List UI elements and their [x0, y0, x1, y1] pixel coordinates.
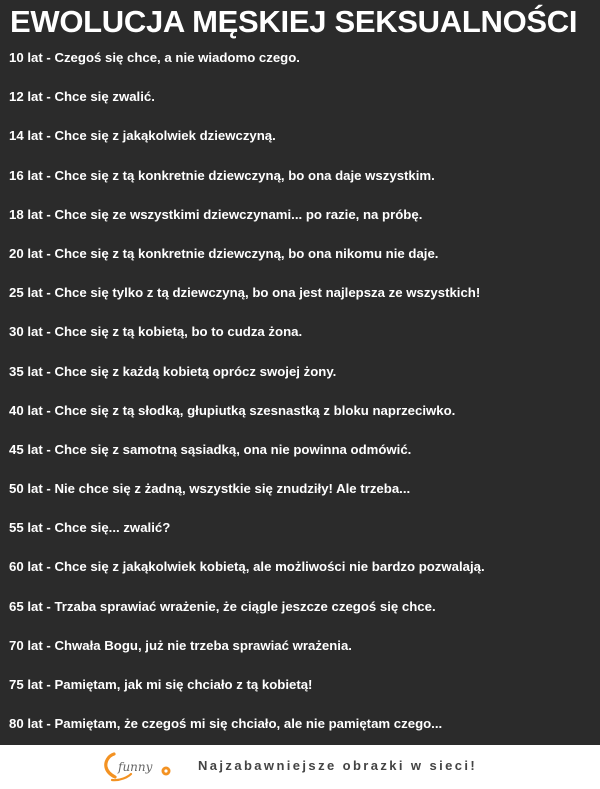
logo-swoosh-icon: [106, 754, 115, 777]
poster-title: EWOLUCJA MĘSKIEJ SEKSUALNOŚCI: [10, 4, 578, 39]
list-item: 18 lat - Chce się ze wszystkimi dziewczynami... po razie, na próbę.: [9, 206, 423, 222]
list-item: 80 lat - Pamiętam, że czegoś mi się chciało, ale nie pamiętam czego...: [9, 716, 443, 732]
logo-wordmark: funny: [118, 760, 153, 774]
list-item: 30 lat - Chce się z tą kobietą, bo to cudza żona.: [9, 324, 303, 340]
list-item: 65 lat - Trzaba sprawiać wrażenie, że ciągle jeszcze czegoś się chce.: [9, 598, 436, 614]
list-item: 10 lat - Czegoś się chce, a nie wiadomo czego.: [9, 50, 300, 65]
list-item: 25 lat - Chce się tylko z tą dziewczyną, bo ona jest najlepsza ze wszystkich!: [9, 285, 481, 301]
list-item: 50 lat - Nie chce się z żadną, wszystkie się znudziły! Ale trzeba...: [9, 481, 411, 497]
list-item: 20 lat - Chce się z tą konkretnie dziewczyną, bo ona nikomu nie daje.: [9, 245, 439, 261]
list-item: 35 lat - Chce się z każdą kobietą oprócz swojej żony.: [9, 363, 337, 379]
list-item: 40 lat - Chce się z tą słodką, głupiutką szesnastką z bloku naprzeciwko.: [9, 402, 456, 418]
list-item: 12 lat - Chce się zwalić.: [9, 89, 155, 105]
list-item: 55 lat - Chce się... zwalić?: [9, 520, 171, 536]
list-item: 70 lat - Chwała Bogu, już nie trzeba sprawiać wrażenia.: [9, 637, 352, 653]
list-item: 60 lat - Chce się z jakąkolwiek kobietą, ale możliwości nie bardzo pozwalają.: [9, 559, 485, 575]
list-item: 75 lat - Pamiętam, jak mi się chciało z tą kobietą!: [9, 677, 313, 692]
list-item: 45 lat - Chce się z samotną sąsiadką, ona nie powinna odmówić.: [9, 441, 412, 457]
list-item: 16 lat - Chce się z tą konkretnie dziewczyną, bo ona daje wszystkim.: [9, 167, 435, 183]
footer-tagline: Najzabawniejsze obrazki w sieci!: [198, 758, 478, 773]
funny-logo[interactable]: [100, 750, 180, 784]
lines-list: [9, 48, 485, 753]
logo-dot-inner-icon: [164, 769, 167, 772]
list-item: 14 lat - Chce się z jakąkolwiek dziewczyną.: [9, 128, 276, 144]
footer: [0, 745, 600, 789]
